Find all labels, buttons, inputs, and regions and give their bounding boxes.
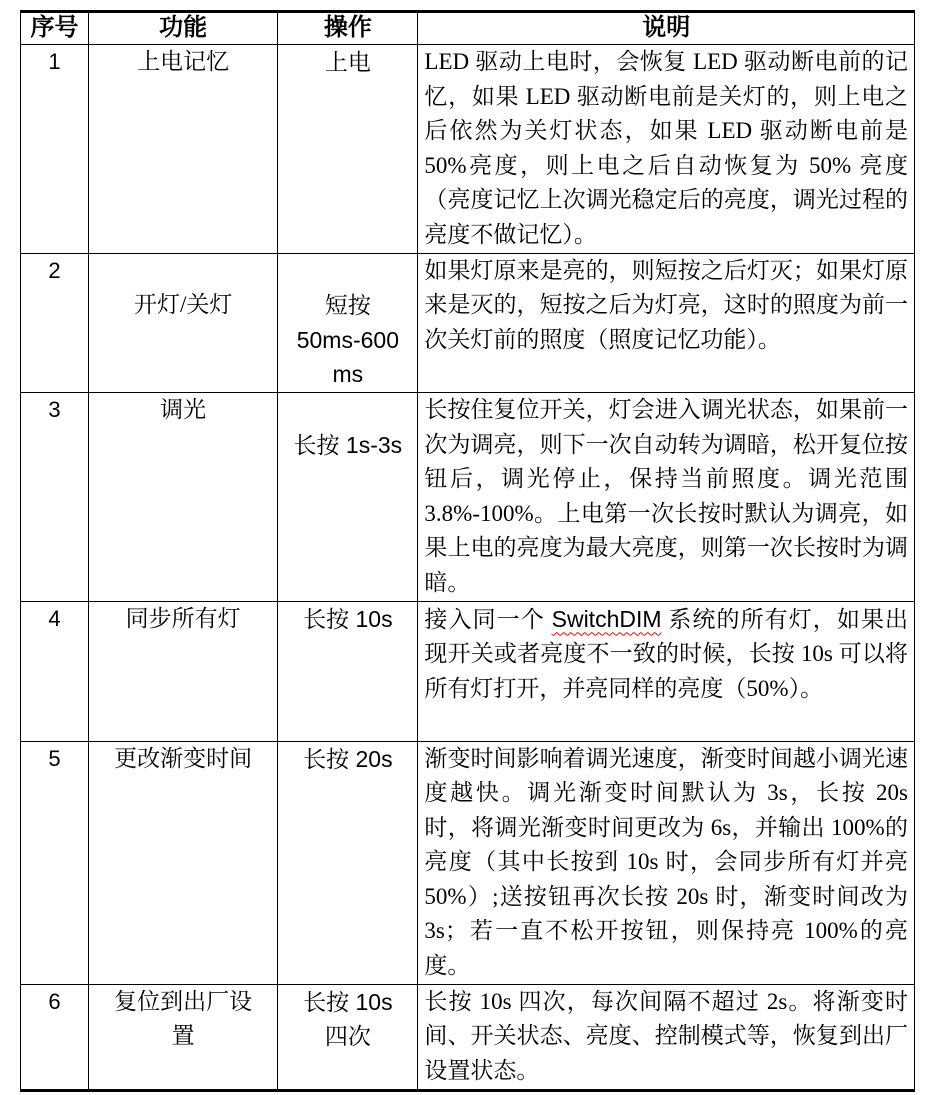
- switchdim-term: SwitchDIM: [551, 605, 662, 632]
- function-cell: 同步所有灯: [89, 601, 278, 741]
- row-number-cell: 4: [21, 601, 89, 741]
- table-row: [21, 601, 915, 741]
- header-function: 功能: [89, 12, 278, 45]
- header-row: [21, 12, 915, 45]
- operation-cell: 上电: [278, 45, 418, 254]
- row-number-cell: 3: [21, 392, 89, 601]
- row-number-cell: 5: [21, 741, 89, 984]
- table-row: [21, 45, 915, 254]
- description-text: 长按 10s 四次，每次间隔不超过 2s。将渐变时间、开关状态、亮度、控制模式等，恢复到出厂设置状态。: [424, 988, 908, 1083]
- description-cell: [418, 741, 915, 984]
- row-number-cell: 1: [21, 45, 89, 254]
- function-cell: 开灯/关灯: [89, 253, 278, 392]
- description-text: 接入同一个: [424, 606, 552, 632]
- function-cell: 更改渐变时间: [89, 741, 278, 984]
- header-operation: 操作: [278, 12, 418, 45]
- row-number-cell: 2: [21, 253, 89, 392]
- description-cell: [418, 984, 915, 1090]
- description-cell: [418, 45, 915, 254]
- operation-cell: 长按 10s 四次: [278, 984, 418, 1090]
- description-text: 如果灯原来是亮的，则短按之后灯灭；如果灯原来是灭的，短按之后为灯亮，这时的照度为前一次关灯前的照度（照度记忆功能）。: [424, 257, 908, 352]
- description-text: 渐变时间影响着调光速度，渐变时间越小调光速度越快。调光渐变时间默认为 3s，长按 20s 时，将调光渐变时间更改为 6s，并输出 100%的亮度（其中长按到 10s 时，会同步所有灯并亮 50%）;送按钮再次长按 20s 时，渐变时间改为 3s；若一直不松开按钮，则保持亮 100%的亮度。: [424, 745, 908, 979]
- table-row: [21, 392, 915, 601]
- table-body: [21, 45, 915, 1091]
- operation-cell: 长按 10s: [278, 601, 418, 741]
- description-text: 长按住复位开关，灯会进入调光状态，如果前一次为调亮，则下一次自动转为调暗，松开复位按钮后，调光停止，保持当前照度。调光范围 3.8%-100%。上电第一次长按时默认为调亮，如果上电的亮度为最大亮度，则第一次长按时为调暗。: [424, 396, 908, 595]
- header-description: 说明: [418, 12, 915, 45]
- operation-cell: 短按 50ms-600 ms: [278, 253, 418, 392]
- operation-cell: 长按 1s-3s: [278, 392, 418, 601]
- function-cell: 调光: [89, 392, 278, 601]
- description-cell: [418, 392, 915, 601]
- table-row: [21, 253, 915, 392]
- description-text: 系统的所有灯，如果出现开关或者亮度不一致的时候，长按 10s 可以将所有灯打开，并亮同样的亮度（50%）。: [424, 606, 909, 701]
- function-cell: 上电记忆: [89, 45, 278, 254]
- table-header: [21, 12, 915, 45]
- description-cell: [418, 253, 915, 392]
- function-cell: 复位到出厂设 置: [89, 984, 278, 1090]
- description-cell: [418, 601, 915, 741]
- functions-table: [20, 10, 915, 1092]
- description-text: LED 驱动上电时，会恢复 LED 驱动断电前的记忆，如果 LED 驱动断电前是关灯的，则上电之后依然为关灯状态，如果 LED 驱动断电前是 50%亮度，则上电之后自动恢复为 50% 亮度（亮度记忆上次调光稳定后的亮度，调光过程的亮度不做记忆）。: [424, 49, 908, 247]
- row-number-cell: 6: [21, 984, 89, 1090]
- table-row: [21, 741, 915, 984]
- operation-cell: 长按 20s: [278, 741, 418, 984]
- header-serial-number: 序号: [21, 12, 89, 45]
- table-row: [21, 984, 915, 1090]
